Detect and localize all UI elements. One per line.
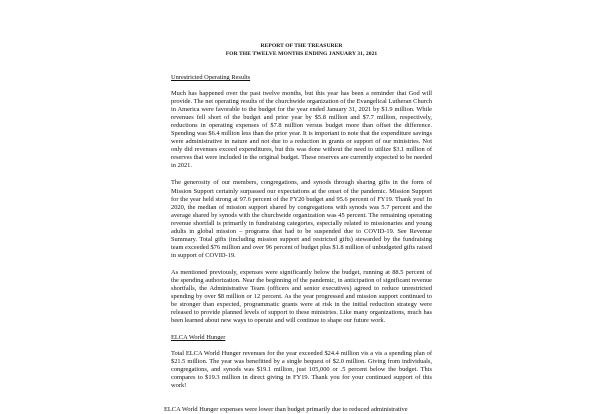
report-title-line-2: FOR THE TWELVE MONTHS ENDING JANUARY 31, 2021	[225, 51, 378, 57]
report-title-line-1: REPORT OF THE TREASURER	[260, 43, 343, 49]
world-hunger-paragraph-1: Total ELCA World Hunger revenues for the year exceeded $24.4 million vis a vis a spending plan of $21.5 million. The year was benefitted by a single bequest of $2.0 million. Giving from individuals, congregations, and synods was $19.1 million, just 105,000 or .5 percent below the budget. This compares to $19.3 million in direct giving in FY19. Thank you for your continued support of this work!	[171, 350, 432, 390]
unrestricted-paragraph-3: As mentioned previously, expenses were significantly below the budget, running at 88.5 percent of the spending authorization. Near the beginning of the pandemic, in anticipation of significant revenue shortfalls, the Administrative Team (officers and senior executives) agreed to reduce unrestricted spending by over $8 million or 12 percent. As the year progressed and mission support continued to be stronger than expected, programmatic grants were at risk in the initial reduction strategy were released to provide planned levels of support to these ministries. Like many organizations, much has been learned about new ways to operate and will continue to shape our future work.	[171, 268, 432, 325]
unrestricted-operating-results-heading: Unrestricted Operating Results	[171, 74, 251, 81]
unrestricted-paragraph-1: Much has happened over the past twelve months, but this year has been a reminder that God will provide. The net operating results of the churchwide organization of the Evangelical Lutheran Church in America were favorable to the budget for the year ended January 31, 2021 by $1.9 million. While revenues fell short of the budget and prior year by $5.8 million and $7.7 million, respectively, reductions in operating expenses of $7.8 million versus budget more than offset the difference. Spending was $6.4 million less than the prior year. It is important to note that the expenditure savings were administrative in nature and not due to a reduction in grants or support of our ministries. Not only did revenues exceed expenditures, but this was done without the need to utilize $3.1 million of reserves that were included in the original budget. These reserves are currently expected to be needed in 2021.	[171, 90, 432, 170]
world-hunger-heading: ELCA World Hunger	[171, 334, 226, 342]
world-hunger-paragraph-2: ELCA World Hunger expenses were lower than budget primarily due to reduced administrative	[164, 405, 408, 413]
unrestricted-paragraph-2: The generosity of our members, congregations, and synods through sharing gifts in the form of Mission Support certainly surpassed our expectations at the onset of the pandemic. Mission Support for the year held strong at 97.6 percent of the FY20 budget and 95.6 percent of FY19. Thank you! In 2020, the median of mission support shared by congregations with synods was 5.7 percent and the average shared by synods with the churchwide organization was 45 percent. The remaining operating revenue shortfall is primarily in fundraising categories, especially related to missionaries and young adults in global mission – programs that had to be suspended due to COVID-19. See Revenue Summary. Total gifts (including mission support and restricted gifts) stewarded by the fundraising team exceeded $76 million and over 96 percent of budget plus $1.8 million of unbudgeted gifts raised in support of COVID-19.	[171, 179, 432, 259]
